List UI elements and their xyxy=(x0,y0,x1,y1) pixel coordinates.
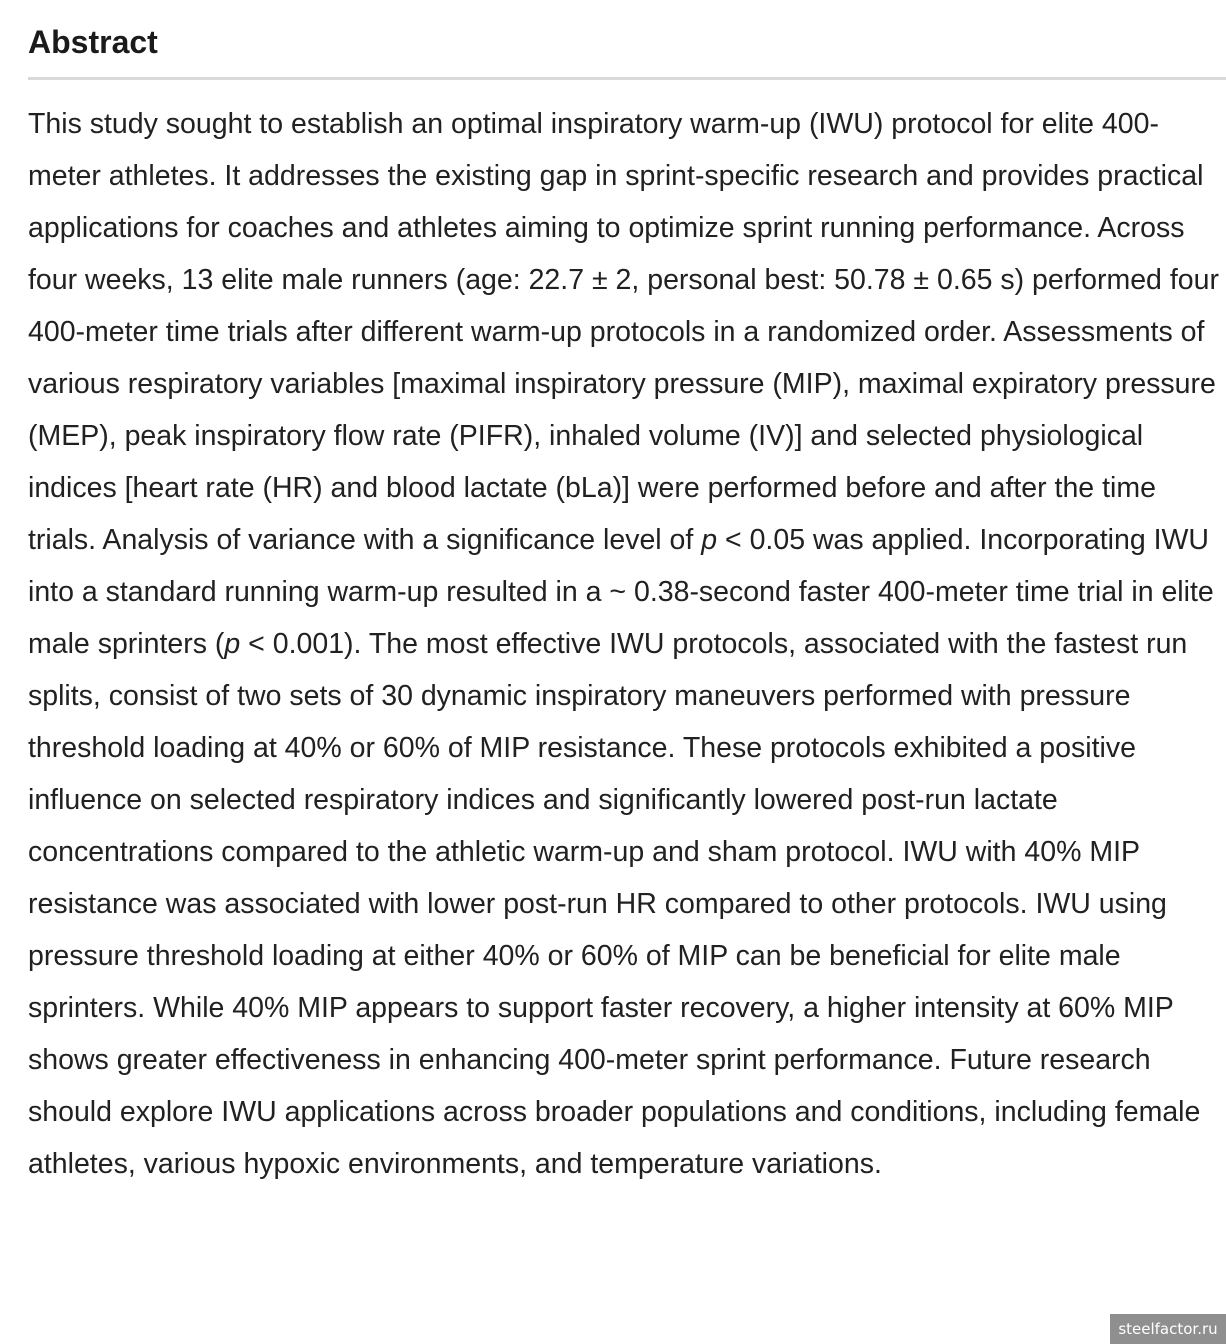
abstract-text xyxy=(28,80,1224,1190)
p-value-symbol-2: p xyxy=(224,628,241,660)
abstract-segment-3: < 0.001). The most effective IWU protocols, associated with the fastest run splits, consist of two sets of 30 dynamic inspiratory maneuvers performed with pressure threshold loading at 40% or 60% of MIP resistance. These protocols exhibited a positive influence on selected respiratory indices and significantly lowered post-run lactate concentrations compared to the athletic warm-up and sham protocol. IWU with 40% MIP resistance was associated with lower post-run HR compared to other protocols. IWU using pressure threshold loading at either 40% or 60% of MIP can be beneficial for elite male sprinters. While 40% MIP appears to support faster recovery, a higher intensity at 60% MIP shows greater effectiveness in enhancing 400-meter sprint performance. Future research should explore IWU applications across broader populations and conditions, including female athletes, various hypoxic environments, and temperature variations. xyxy=(28,628,1201,1180)
abstract-segment-1: This study sought to establish an optimal inspiratory warm-up (IWU) protocol for elite 400-meter athletes. It addresses the existing gap in sprint-specific research and provides practical applications for coaches and athletes aiming to optimize sprint running performance. Across four weeks, 13 elite male runners (age: 22.7 ± 2, personal best: 50.78 ± 0.65 s) performed four 400-meter time trials after different warm-up protocols in a randomized order. Assessments of various respiratory variables [maximal inspiratory pressure (MIP), maximal expiratory pressure (MEP), peak inspiratory flow rate (PIFR), inhaled volume (IV)] and selected physiological indices [heart rate (HR) and blood lactate (bLa)] were performed before and after the time trials. Analysis of variance with a significance level of xyxy=(28,108,1219,556)
p-value-symbol-1: p xyxy=(701,524,718,556)
watermark-badge: steelfactor.ru xyxy=(1110,1314,1226,1344)
section-heading: Abstract xyxy=(28,24,158,60)
abstract-segment-2: < 0.05 was applied. Incorporating IWU into a standard running warm-up resulted in a ~ 0.38-second faster 400-meter time trial in elite male sprinters ( xyxy=(28,524,1214,660)
abstract-section xyxy=(28,18,1226,1190)
